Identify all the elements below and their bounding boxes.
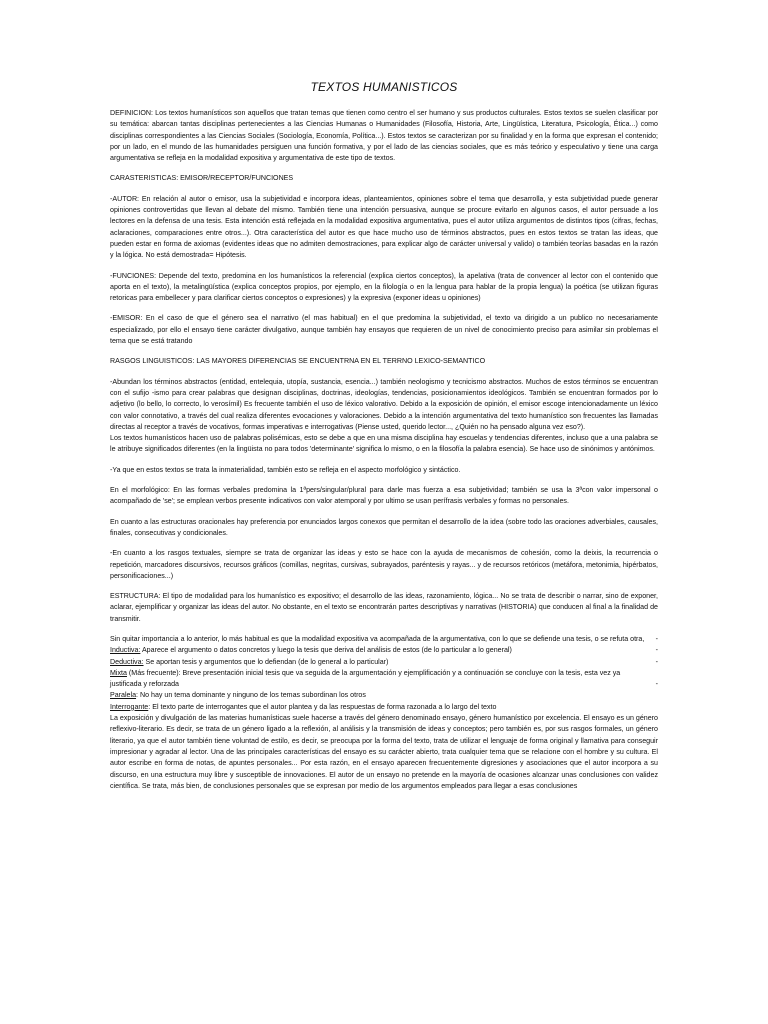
structure-item bbox=[110, 690, 658, 701]
heading-rasgos: RASGOS LINGUISTICOS: LAS MAYORES DIFERENCIAS SE ENCUENTRNA EN EL TERRNO LEXICO-SEMANTICO bbox=[110, 357, 486, 366]
paragraph-autor: -AUTOR: En relación al autor o emisor, usa la subjetividad e incorpora ideas, planteamientos, opiniones sobre el tema que desarrolla, y esta subjetividad puede generar opiniones controvertidas que llevan al debate del mismo. También tiene una intención persuasiva, aunque se procure evitarlo en algunos casos, el autor persuade a los lectores en la defensa de una tesis. Esta intención está reflejada en la modalidad expositiva argumentativa, pues el autor utiliza argumentos de distintos tipos (cifras, fechas, aclaraciones, comparaciones entre otros...). Otra característica del autor es que hace mucho uso de términos abstractos, pues en estos textos se tratan las ideas, que pueden estar en forma de axiomas (evidentes ideas que no admiten demostraciones, para explicar algo de carácter universal y valido) o también teorías basadas en la razón y la lógica. No está demostrada= Hipótesis. bbox=[110, 194, 658, 260]
paragraph-estructura: ESTRUCTURA: El tipo de modalidad para los humanístico es expositivo; el desarrollo de las ideas, razonamiento, lógica... No se trata de describir o narrar, sino de exponer, aclarar, ejemplificar y organizar las ideas del autor. No obstante, en el texto se encontrarán partes descriptivas y narrativas (HISTORIA) que conducen al final a la finalidad de transmitir. bbox=[110, 592, 658, 623]
sin-quitar-dash: - bbox=[655, 634, 658, 643]
structure-label: Mixta bbox=[110, 668, 127, 677]
structure-text: : No hay un tema dominante y ninguno de los temas subordinan los otros bbox=[136, 691, 366, 700]
paragraph-sin-quitar bbox=[110, 634, 658, 645]
structure-item bbox=[110, 657, 658, 668]
paragraph-textuales: -En cuanto a los rasgos textuales, siempre se trata de organizar las ideas y esto se hace con la ayuda de mecanismos de cohesión, como la deixis, la recurrencia o repetición, marcadores discursivos, recursos gráficos (comillas, negritas, cursivas, subrayados, paréntesis y rayas... y de recursos retóricos (metáfora, metonimia, hipérbatos, personificaciones...) bbox=[110, 549, 658, 580]
structure-text: (Más frecuente): Breve presentación inicial tesis que va seguida de la argumentación y ejemplificación y a continuación se concluye con la tesis, esta vez ya justificada y reforzada bbox=[110, 668, 621, 689]
structure-label: Deductiva: bbox=[110, 657, 144, 666]
structure-dash: - bbox=[655, 646, 658, 655]
paragraph-closing: La exposición y divulgación de las materias humanísticas suele hacerse a través del género denominado ensayo, género humanístico por excelencia. El ensayo es un género reflexivo-literario. Es decir, se trata de un género ligado a la reflexión, al análisis y la transmisión de ideas y conceptos; pero también es, por sus rasgos formales, un género literario, ya que el autor también tiene voluntad de estilo, es decir, se preocupa por la forma del texto, trata de utilizar el lenguaje de forma original y llamativa para conseguir impresionar y agradar al lector. Una de las principales características del ensayo es su carácter abierto, trata cualquier tema que se relacione con el hombre y su cultura. El autor escribe en forma de notas, de apuntes personales... Por esta razón, en el ensayo aparecen frecuentemente digresiones y asociaciones que el autor incorpora a su discurso, en una estructura muy libre y susceptible de innovaciones. El autor de un ensayo no pretende en la mayoría de ocasiones alcanzar unas conclusiones con validez científica. Se trata, más bien, de conclusiones personales que se expresan por medio de los argumentos empleados para llegar a esas conclusiones bbox=[110, 714, 658, 790]
paragraph-inmaterialidad: -Ya que en estos textos se trata la inmaterialidad, también esto se refleja en el aspecto morfológico y sintáctico. bbox=[110, 465, 461, 474]
structure-item bbox=[110, 702, 658, 713]
document-title: TEXTOS HUMANISTICOS bbox=[310, 80, 458, 94]
paragraph-funciones: -FUNCIONES: Depende del texto, predomina en los humanísticos la referencial (explica ciertos conceptos), la apelativa (trata de convencer al lector con el contenido que aporta en el texto), la metalingüística (explica conceptos propios, por ejemplo, en la filología o en la lengua para hablar de la propia lengua) la poética (se utilizan figuras retoricas para embellecer y para clarificar ciertos conceptos o expresiones) y la expresiva (exponer ideas u opiniones) bbox=[110, 271, 658, 303]
heading-caracteristicas: CARASTERISTICAS: EMISOR/RECEPTOR/FUNCIONES bbox=[110, 174, 294, 183]
structure-text: Se aportan tesis y argumentos que lo defiendan (de lo general a lo particular) bbox=[143, 657, 389, 666]
structure-label: Interrogante bbox=[110, 702, 149, 711]
sin-quitar-text: Sin quitar importancia a lo anterior, lo más habitual es que la modalidad expositiva va acompañada de la argumentativa, con lo que se defiende una tesis, o se refuta otra, bbox=[110, 634, 645, 643]
structure-text: : El texto parte de interrogantes que el autor plantea y da las respuestas de forma razonada a lo largo del texto bbox=[148, 702, 497, 711]
structure-list bbox=[110, 645, 658, 713]
structure-dash: - bbox=[655, 680, 658, 689]
paragraph-definicion: DEFINICION: Los textos humanísticos son aquellos que tratan temas que tienen como centro el ser humano y sus productos culturales. Estos textos se suelen clasificar por su temática: abarcan tantas disciplinas pertenecientes a las Ciencias Humanas o Humanidades (Filosofía, Historia, Arte, Lingüística, Literatura, Psicología, Ética...) como disciplinas correspondientes a las Ciencias Sociales (Sociología, Economía, Política...). Estos textos se caracterizan por su finalidad y en la forma que expresan el contenido; por un lado, en el mundo de las humanidades persiguen una función formativa, y por el lado de las ciencias sociales, que es más teórico y especulativo y tiene una carga argumentativa se refleja en la modalidad expositiva y argumentativa de este tipo de textos. bbox=[110, 109, 658, 163]
structure-item bbox=[110, 645, 658, 656]
structure-label: Paralela bbox=[110, 691, 137, 700]
structure-item bbox=[110, 668, 658, 691]
structure-dash: - bbox=[655, 657, 658, 666]
paragraph-morfologico: En el morfológico: En las formas verbales predomina la 1ªpers/singular/plural para darle mas fuerza a esa subjetividad; también se usa la 3ªcon valor impersonal o acompañado de 'se'; se emplean verbos presente indicativos con valor atemporal y por ultimo se usan perífrasis verbales y formas no personales. bbox=[110, 486, 658, 506]
document-page bbox=[110, 80, 658, 801]
structure-text: Aparece el argumento o datos concretos y luego la tesis que deriva del análisis de estos (de lo particular a lo general) bbox=[140, 646, 512, 655]
paragraph-emisor: -EMISOR: En el caso de que el género sea el narrativo (el mas habitual) en el que predomina la subjetividad, el texto va dirigido a un publico no necesariamente especializado, por ello el ensayo tiene carácter divulgativo, aunque también hay ensayos que requieren de un nivel de conocimiento preciso para asimilar sin problemas el tema que se está tratando bbox=[110, 314, 658, 346]
paragraph-polisemicas: Los textos humanísticos hacen uso de palabras polisémicas, esto se debe a que en una misma disciplina hay escuelas y tendencias diferentes, incluso que a una palabra se le atribuye significados diferentes (en la lingüista no para todos 'determinante' significa lo mismo, o en la filosofía la palabra esencia). Se hace uso de sinónimos y antónimos. bbox=[110, 434, 658, 454]
structure-label: Inductiva: bbox=[110, 646, 141, 655]
paragraph-oracionales: En cuanto a las estructuras oracionales hay preferencia por enunciados largos conexos que permitan el desarrollo de la idea (sobre todo las oraciones adverbiales, causales, finales, consecutivas y condicionales. bbox=[110, 517, 658, 537]
paragraph-abundan: -Abundan los términos abstractos (entidad, entelequia, utopía, sustancia, esencia...) también neologismo y tecnicismo abstractos. Muchos de estos términos se encuentran con el sufijo -ismo para crear palabras que designan disciplinas, doctrinas, ideologías, tendencias, posicionamientos ideológicos. También se encuentran formados por lo adjetivo (lo bello, lo correcto, lo verosímil) Es frecuente también el uso de léxico valorativo. Debido a la exposición de opinión, el emisor escoge intencionadamente un léxico con valor connotativo, a través del cual realiza diferentes evocaciones y valoraciones. Debido a la intención argumentativa del texto humanístico son frecuentes las llamadas directas al receptor a través de vocativos, formas imperativas e interrogativas (Piense usted, querido lector..., ¿Quién no ha pensado alguna vez eso?). bbox=[110, 377, 658, 431]
